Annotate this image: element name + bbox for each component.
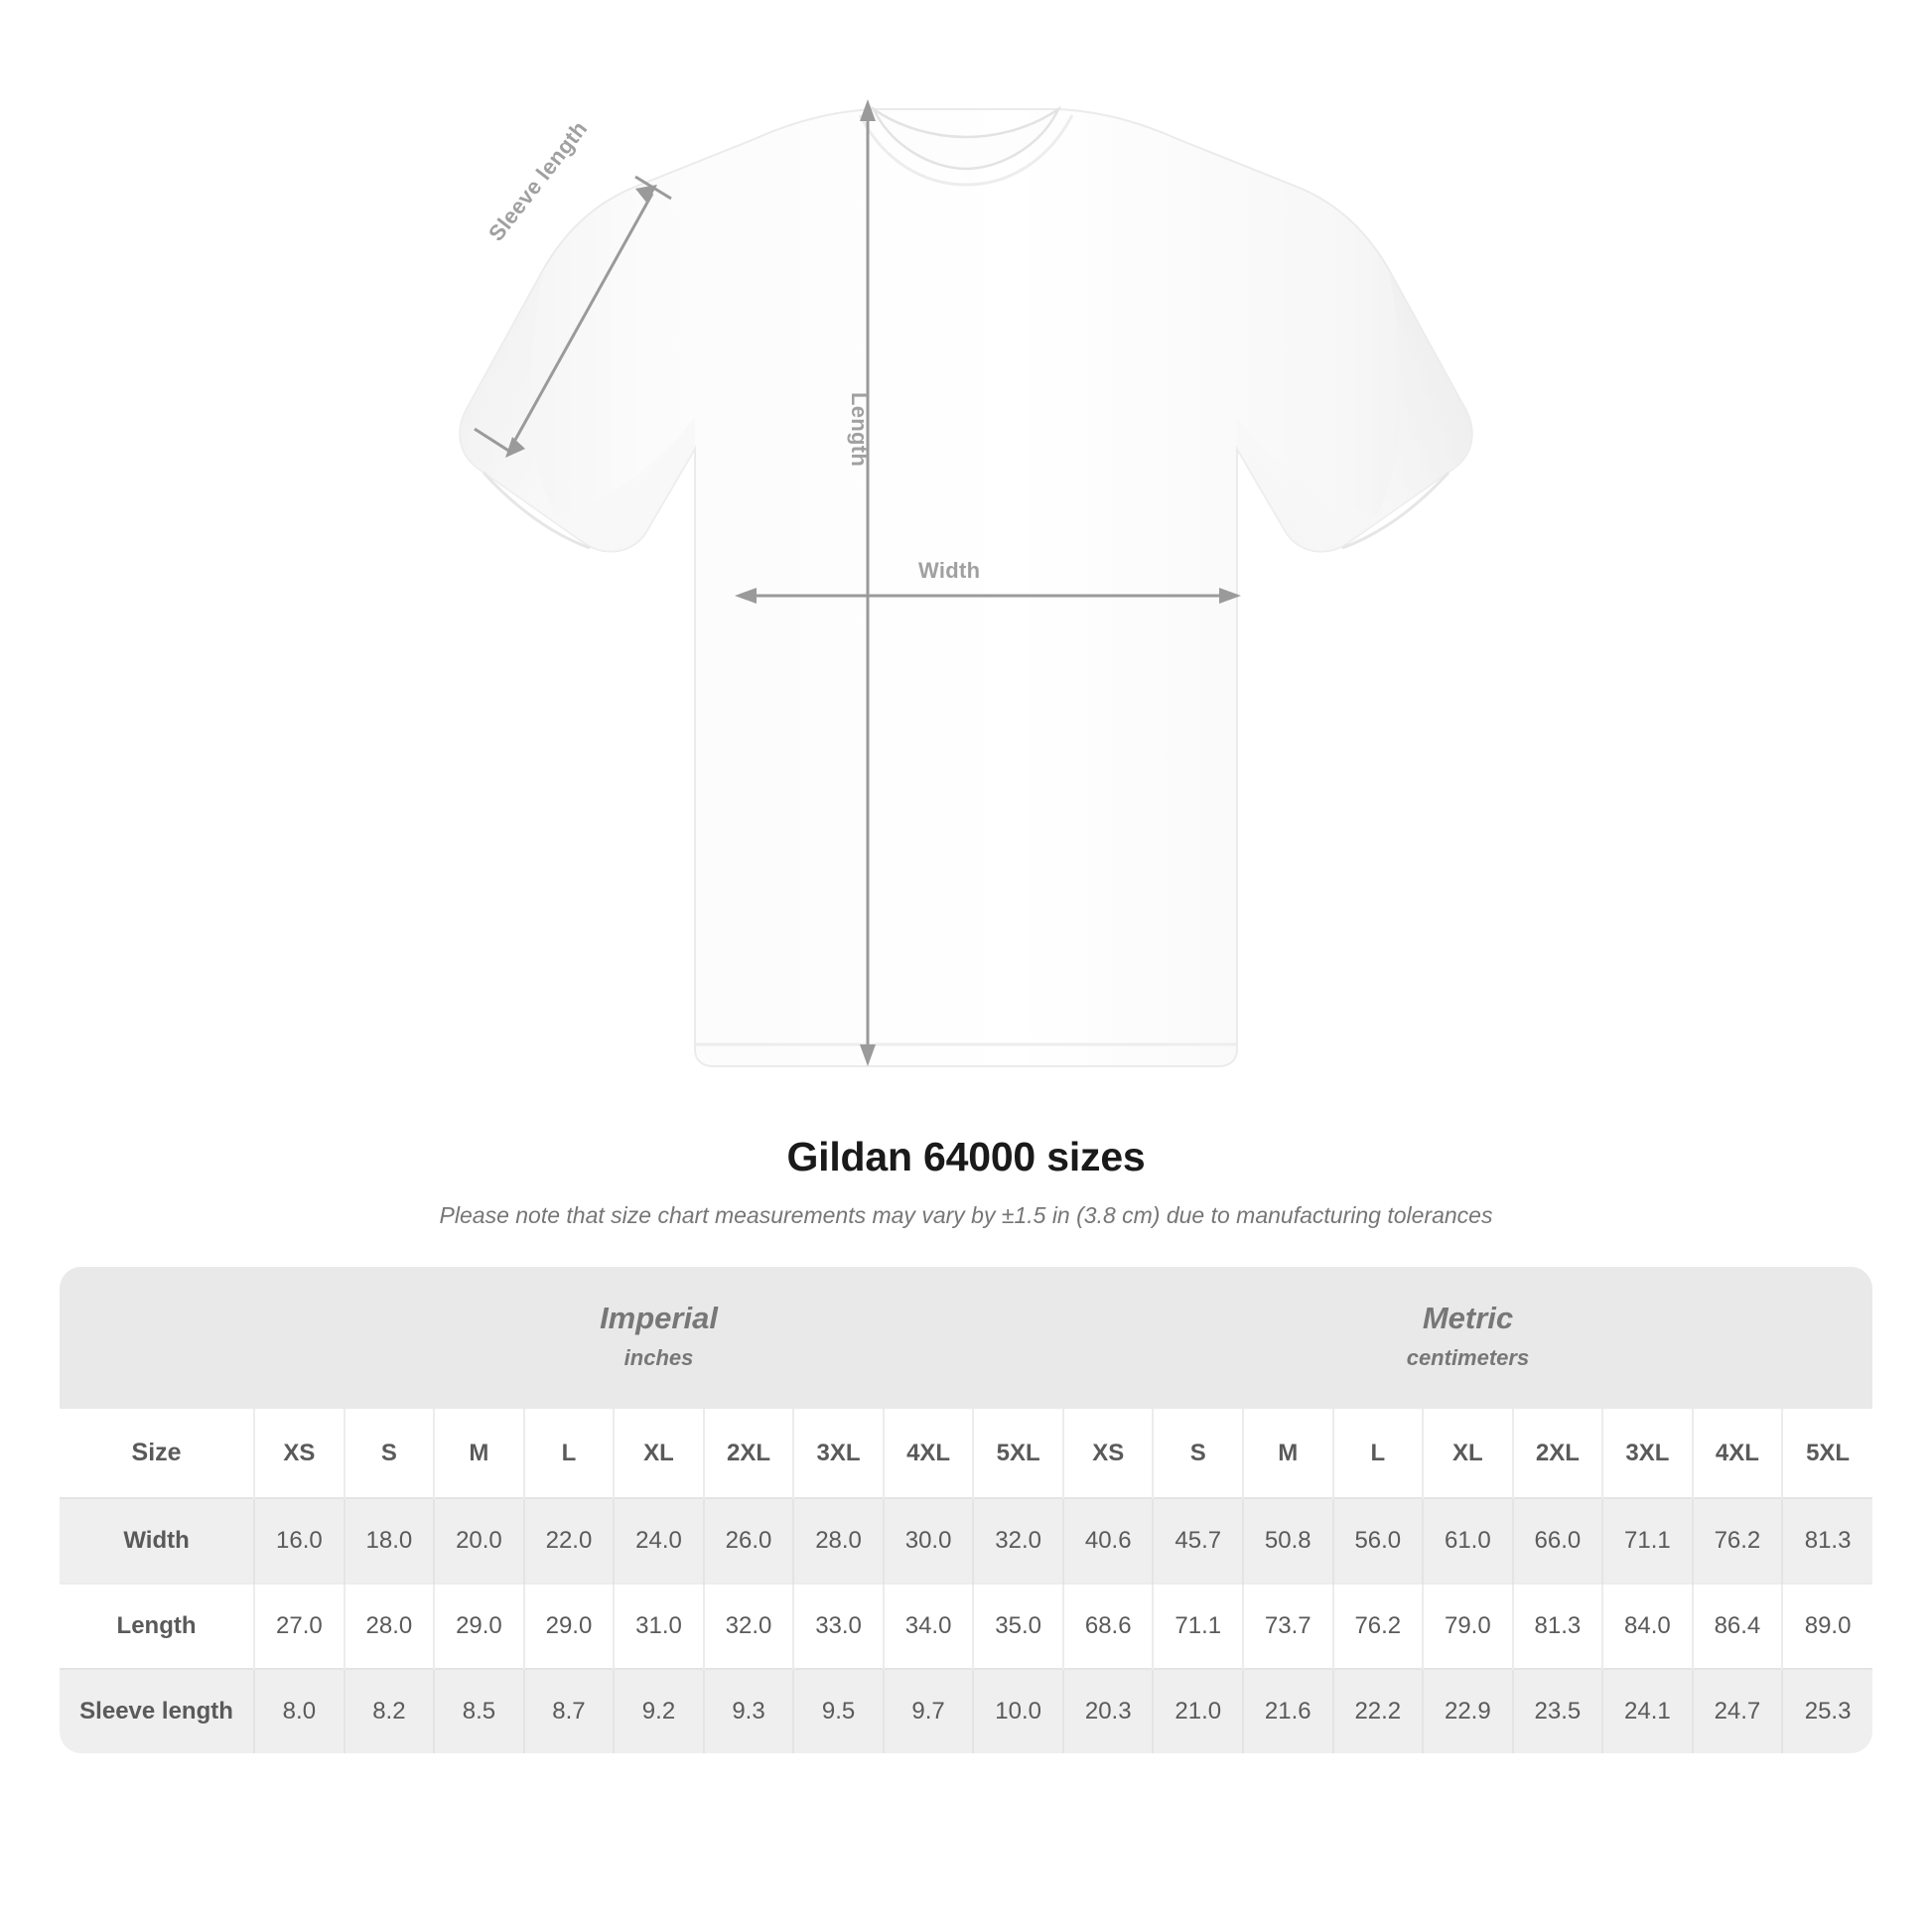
table-cell: 79.0: [1423, 1584, 1513, 1669]
row-label-length: Length: [60, 1584, 254, 1669]
table-row: [60, 1669, 1872, 1753]
size-header-cell: 4XL: [1693, 1409, 1783, 1498]
size-header-cell: XS: [1063, 1409, 1154, 1498]
chart-heading: [0, 1134, 1932, 1229]
row-label-width: Width: [60, 1498, 254, 1584]
table-cell: 16.0: [254, 1498, 345, 1584]
table-cell: 10.0: [973, 1669, 1063, 1753]
table-cell: 32.0: [973, 1498, 1063, 1584]
table-cell: 22.9: [1423, 1669, 1513, 1753]
table-cell: 33.0: [793, 1584, 884, 1669]
table-cell: 29.0: [434, 1584, 524, 1669]
sleeve-length-dimension-label: Sleeve length: [483, 116, 593, 246]
length-dimension-label: Length: [847, 392, 872, 468]
size-table-container: [60, 1267, 1872, 1753]
table-cell: 21.0: [1153, 1669, 1243, 1753]
table-cell: 27.0: [254, 1584, 345, 1669]
table-cell: 68.6: [1063, 1584, 1154, 1669]
table-cell: 22.2: [1333, 1669, 1424, 1753]
unit-subtitle-imperial: inches: [623, 1345, 694, 1370]
table-cell: 18.0: [345, 1498, 435, 1584]
size-header-row: [60, 1409, 1872, 1498]
size-header-cell: L: [1333, 1409, 1424, 1498]
table-cell: 89.0: [1782, 1584, 1872, 1669]
table-cell: 8.0: [254, 1669, 345, 1753]
size-header-cell: 4XL: [884, 1409, 974, 1498]
size-header-cell: XS: [254, 1409, 345, 1498]
size-table: [60, 1267, 1872, 1753]
table-cell: 23.5: [1513, 1669, 1603, 1753]
table-cell: 9.5: [793, 1669, 884, 1753]
size-header-cell: 2XL: [704, 1409, 794, 1498]
size-header-cell: 3XL: [793, 1409, 884, 1498]
table-cell: 81.3: [1513, 1584, 1603, 1669]
table-cell: 56.0: [1333, 1498, 1424, 1584]
table-cell: 35.0: [973, 1584, 1063, 1669]
table-cell: 50.8: [1243, 1498, 1333, 1584]
table-cell: 8.5: [434, 1669, 524, 1753]
unit-subtitle-metric: centimeters: [1406, 1345, 1530, 1370]
width-dimension-label: Width: [918, 558, 981, 583]
table-cell: 34.0: [884, 1584, 974, 1669]
table-cell: 20.3: [1063, 1669, 1154, 1753]
table-cell: 20.0: [434, 1498, 524, 1584]
table-cell: 8.7: [524, 1669, 615, 1753]
unit-header-imperial: [254, 1267, 1063, 1409]
table-cell: 24.1: [1602, 1669, 1693, 1753]
size-header-cell: M: [434, 1409, 524, 1498]
table-cell: 24.0: [614, 1498, 704, 1584]
unit-header-corner: [60, 1267, 254, 1409]
table-cell: 9.2: [614, 1669, 704, 1753]
table-cell: 71.1: [1602, 1498, 1693, 1584]
table-cell: 8.2: [345, 1669, 435, 1753]
table-cell: 71.1: [1153, 1584, 1243, 1669]
size-header-cell: M: [1243, 1409, 1333, 1498]
table-cell: 21.6: [1243, 1669, 1333, 1753]
size-header-cell: S: [1153, 1409, 1243, 1498]
table-cell: 66.0: [1513, 1498, 1603, 1584]
table-cell: 9.3: [704, 1669, 794, 1753]
tolerance-note: Please note that size chart measurements may vary by ±1.5 in (3.8 cm) due to manufacturing tolerances: [439, 1202, 1493, 1228]
table-cell: 25.3: [1782, 1669, 1872, 1753]
size-header-cell: 5XL: [1782, 1409, 1872, 1498]
size-header-cell: L: [524, 1409, 615, 1498]
table-cell: 76.2: [1693, 1498, 1783, 1584]
table-cell: 9.7: [884, 1669, 974, 1753]
table-cell: 28.0: [793, 1498, 884, 1584]
unit-title-imperial: Imperial: [600, 1301, 718, 1335]
table-cell: 29.0: [524, 1584, 615, 1669]
size-header-cell: 2XL: [1513, 1409, 1603, 1498]
table-cell: 86.4: [1693, 1584, 1783, 1669]
size-header-cell: XL: [614, 1409, 704, 1498]
table-cell: 32.0: [704, 1584, 794, 1669]
unit-header-metric: [1063, 1267, 1872, 1409]
table-cell: 81.3: [1782, 1498, 1872, 1584]
unit-header-row: [60, 1267, 1872, 1409]
unit-title-metric: Metric: [1422, 1301, 1514, 1335]
table-cell: 40.6: [1063, 1498, 1154, 1584]
table-cell: 61.0: [1423, 1498, 1513, 1584]
size-header-cell: XL: [1423, 1409, 1513, 1498]
table-row: [60, 1584, 1872, 1669]
row-label-sleeve-length: Sleeve length: [60, 1669, 254, 1753]
shirt-body-shape: [460, 109, 1472, 1066]
table-cell: 84.0: [1602, 1584, 1693, 1669]
table-cell: 31.0: [614, 1584, 704, 1669]
size-header-cell: 5XL: [973, 1409, 1063, 1498]
table-cell: 28.0: [345, 1584, 435, 1669]
table-cell: 76.2: [1333, 1584, 1424, 1669]
table-cell: 26.0: [704, 1498, 794, 1584]
table-cell: 45.7: [1153, 1498, 1243, 1584]
table-row: [60, 1498, 1872, 1584]
size-header-cell: S: [345, 1409, 435, 1498]
size-header-label: Size: [60, 1409, 254, 1498]
table-cell: 73.7: [1243, 1584, 1333, 1669]
table-cell: 24.7: [1693, 1669, 1783, 1753]
page-title: Gildan 64000 sizes: [786, 1134, 1146, 1179]
size-header-cell: 3XL: [1602, 1409, 1693, 1498]
table-cell: 30.0: [884, 1498, 974, 1584]
table-cell: 22.0: [524, 1498, 615, 1584]
